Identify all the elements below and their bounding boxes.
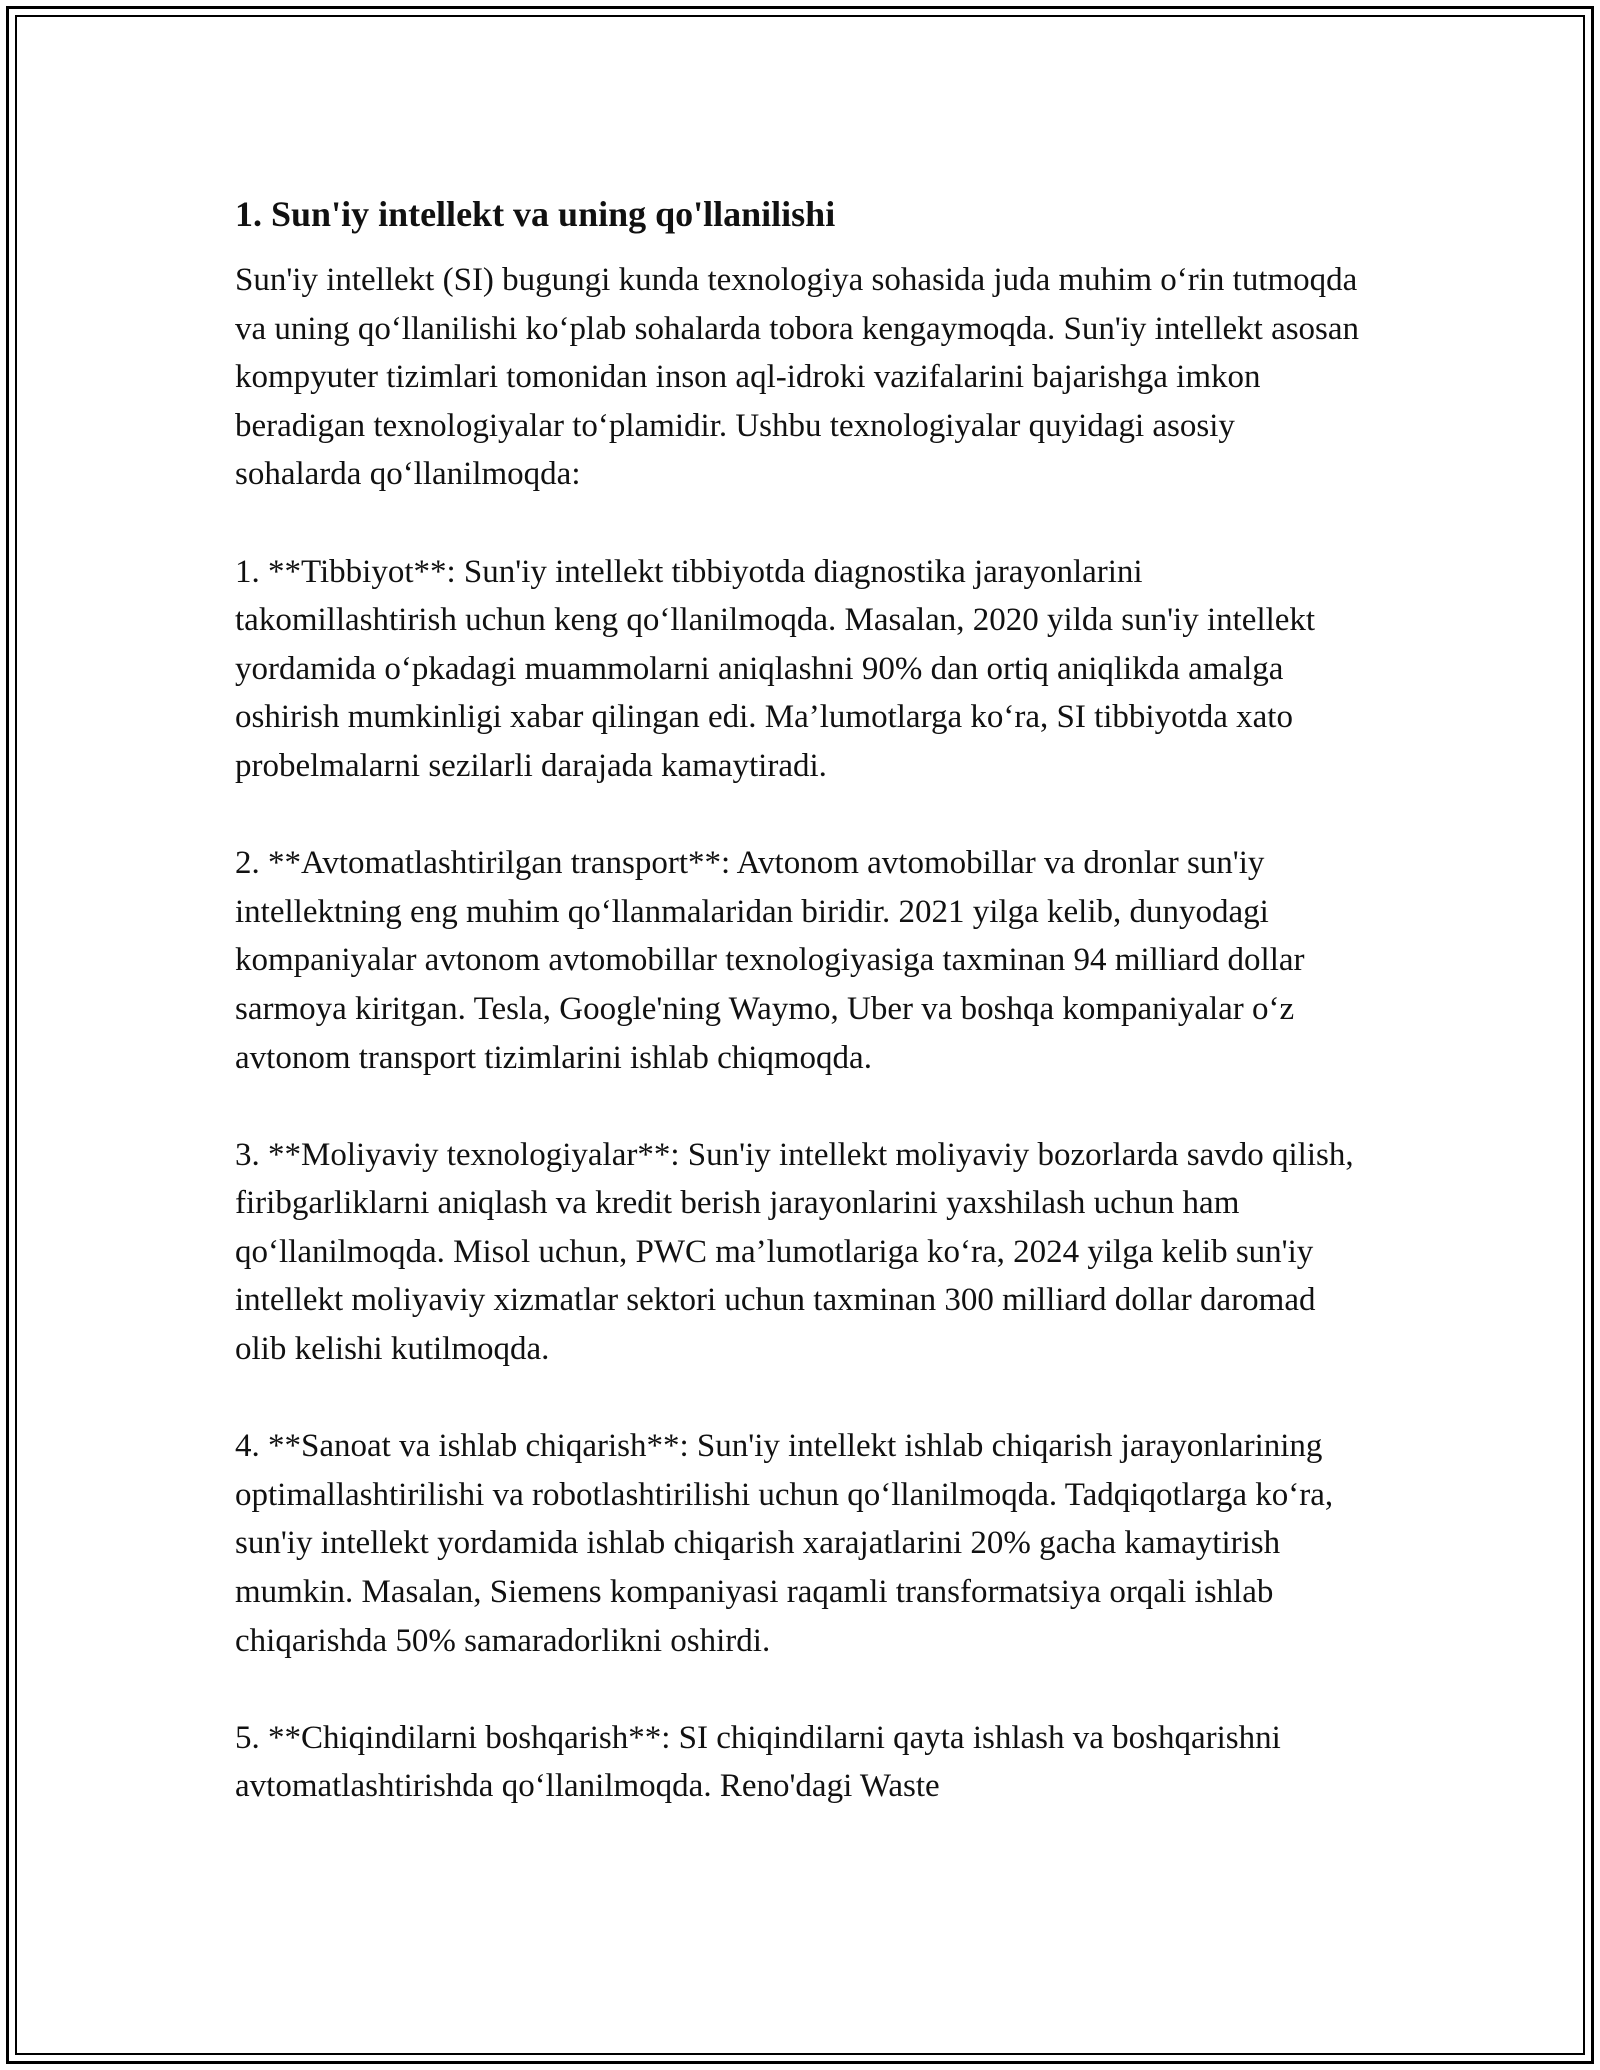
paragraph-waste-management: 5. **Chiqindilarni boshqarish**: SI chiqindilarni qayta ishlash va boshqarishni avtomatlashtirishda qo‘llanilmoqda. Reno'dagi Waste — [235, 1719, 1281, 1805]
paragraph-manufacturing: 4. **Sanoat va ishlab chiqarish**: Sun'iy intellekt ishlab chiqarish jarayonlarining optimallashtirilishi va robotlashtirilishi uchun qo‘llanilmoqda. Tadqiqotlarga ko‘ra, sun'iy intellekt yordamida ishlab chiqarish xarajatlarini 20% gacha kamaytirish mumkin. Masalan, Siemens kompaniyasi raqamli transformatsiya orqali ishlab chiqarishda 50% samaradorlikni oshirdi. — [235, 1428, 1334, 1659]
document-body — [235, 188, 1365, 1811]
paragraph-fintech: 3. **Moliyaviy texnologiyalar**: Sun'iy intellekt moliyaviy bozorlarda savdo qilish, firibgarliklarni aniqlash va kredit berish jarayonlarini yaxshilash uchun ham qo‘llanilmoqda. Misol uchun, PWC ma’lumotlariga ko‘ra, 2024 yilga kelib sun'iy intellekt moliyaviy xizmatlar sektori uchun taxminan 300 milliard dollar daromad olib kelishi kutilmoqda. — [235, 1136, 1354, 1368]
intro-paragraph: Sun'iy intellekt (SI) bugungi kunda texnologiya sohasida juda muhim o‘rin tutmoqda va uning qo‘llanilishi ko‘plab sohalarda tobora kengaymoqda. Sun'iy intellekt asosan kompyuter tizimlari tomonidan inson aql-idroki vazifalarini bajarishga imkon beradigan texnologiyalar to‘plamidir. Ushbu texnologiyalar quyidagi asosiy sohalarda qo‘llanilmoqda: — [235, 262, 1360, 493]
document-title: 1. Sun'iy intellekt va uning qo'llanilishi — [235, 194, 836, 234]
paragraph-healthcare: 1. **Tibbiyot**: Sun'iy intellekt tibbiyotda diagnostika jarayonlarini takomillashtirish uchun keng qo‘llanilmoqda. Masalan, 2020 yilda sun'iy intellekt yordamida o‘pkadagi muammolarni aniqlashni 90% dan ortiq aniqlikda amalga oshirish mumkinligi xabar qilingan edi. Ma’lumotlarga ko‘ra, SI tibbiyotda xato probelmalarni sezilarli darajada kamaytiradi. — [235, 553, 1316, 784]
paragraph-transport: 2. **Avtomatlashtirilgan transport**: Avtonom avtomobillar va dronlar sun'iy intellektning eng muhim qo‘llanmalaridan biridir. 2021 yilga kelib, dunyodagi kompaniyalar avtonom avtomobillar texnologiyasiga taxminan 94 milliard dollar sarmoya kiritgan. Tesla, Google'ning Waymo, Uber va boshqa kompaniyalar o‘z avtonom transport tizimlarini ishlab chiqmoqda. — [235, 845, 1305, 1076]
